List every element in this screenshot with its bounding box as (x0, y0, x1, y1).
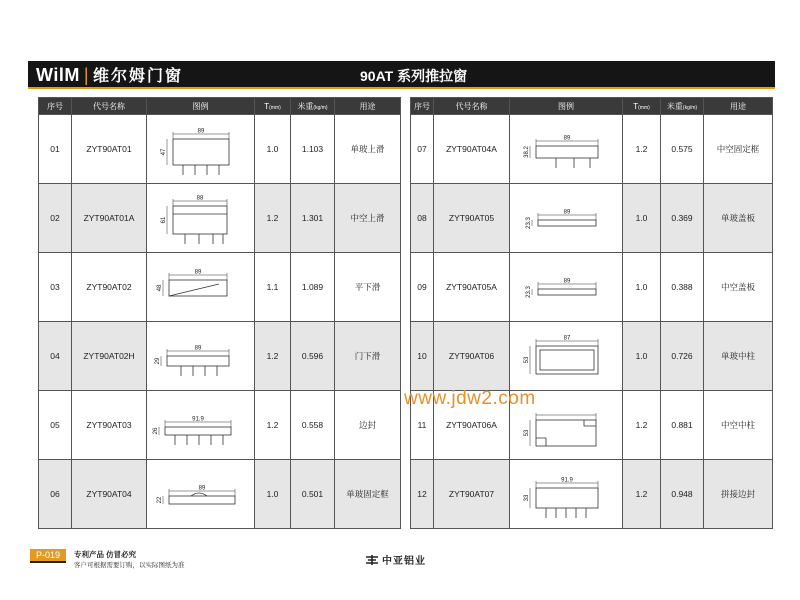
cell-usage: 中空盖板 (704, 253, 773, 322)
cell-weight: 0.388 (661, 253, 704, 322)
cell-figure (510, 115, 623, 184)
cell-seq: 08 (411, 184, 434, 253)
col-weight (661, 98, 704, 115)
col-code: 代号名称 (72, 98, 147, 115)
col-seq: 序号 (39, 98, 72, 115)
cell-code: ZYT90AT04 (72, 460, 147, 529)
brand-logo (36, 63, 183, 86)
col-thickness-label: T (264, 101, 270, 111)
profile-drawing (151, 187, 251, 249)
dimension-label-height: 61 (160, 216, 167, 224)
cell-weight: 0.596 (291, 322, 335, 391)
profile-outline (173, 139, 229, 165)
col-thickness-label: T (633, 101, 639, 111)
col-weight-label: 米重 (297, 101, 314, 111)
cell-code: ZYT90AT02H (72, 322, 147, 391)
cell-usage: 拼接边封 (704, 460, 773, 529)
brand-latin: WilM (36, 65, 80, 85)
page-title: 90AT 系列推拉窗 (360, 68, 468, 84)
cell-usage: 单玻固定框 (335, 460, 401, 529)
table-row (39, 460, 401, 529)
cell-figure (510, 460, 623, 529)
cell-thickness: 1.0 (623, 184, 661, 253)
cell-seq: 05 (39, 391, 72, 460)
profile-outline (536, 146, 598, 158)
cell-thickness: 1.2 (255, 184, 291, 253)
cell-figure (147, 460, 255, 529)
page-number-underline (30, 561, 66, 563)
profile-outline (167, 356, 229, 366)
cell-figure (510, 253, 623, 322)
cell-seq: 11 (411, 391, 434, 460)
profile-outline (538, 289, 596, 295)
cell-usage: 单玻盖板 (704, 184, 773, 253)
cell-weight: 1.089 (291, 253, 335, 322)
profile-drawing (151, 118, 251, 180)
cell-usage: 中空固定框 (704, 115, 773, 184)
dimension-label-width: 89 (563, 209, 571, 216)
profile-inner-chamber (540, 350, 594, 370)
table-header-row (411, 98, 773, 115)
dimension-label-height: 48 (156, 284, 163, 292)
col-code: 代号名称 (434, 98, 510, 115)
profile-outline (536, 420, 596, 446)
header-accent-line (28, 87, 775, 89)
table-row (39, 184, 401, 253)
col-thickness-unit: (mm) (638, 104, 650, 111)
col-usage: 用途 (335, 98, 401, 115)
profile-drawing (516, 325, 616, 387)
cell-seq: 06 (39, 460, 72, 529)
profile-outline (538, 220, 596, 226)
cell-figure (147, 391, 255, 460)
cell-code: ZYT90AT05 (434, 184, 510, 253)
cell-thickness: 1.0 (623, 322, 661, 391)
cell-figure (147, 322, 255, 391)
cell-seq: 02 (39, 184, 72, 253)
cell-weight: 0.558 (291, 391, 335, 460)
table-row (411, 115, 773, 184)
profile-table-right (410, 97, 773, 529)
cell-usage: 单玻中柱 (704, 322, 773, 391)
dimension-label-height: 23.3 (526, 217, 532, 229)
cell-code: ZYT90AT01 (72, 115, 147, 184)
table-row (411, 322, 773, 391)
cell-thickness: 1.2 (623, 460, 661, 529)
col-thickness (255, 98, 291, 115)
watermark-text: www.jdw2.com (404, 388, 536, 409)
cell-code: ZYT90AT03 (72, 391, 147, 460)
dimension-label-height: 53 (524, 429, 530, 437)
profile-outline (165, 427, 231, 435)
cell-code: ZYT90AT02 (72, 253, 147, 322)
table-row (411, 253, 773, 322)
col-weight-unit: (kg/m) (682, 104, 698, 111)
cell-figure (147, 115, 255, 184)
dimension-label-height: 22 (156, 496, 163, 504)
cell-thickness: 1.2 (623, 391, 661, 460)
footer-order-note: 客户可根据需要订购，以实际图纸为准 (74, 562, 185, 569)
table-row (39, 115, 401, 184)
cell-weight: 1.301 (291, 184, 335, 253)
profile-drawing (151, 256, 251, 318)
cell-seq: 03 (39, 253, 72, 322)
profile-outline (169, 496, 235, 504)
dimension-label-width: 89 (194, 345, 201, 352)
cell-code: ZYT90AT05A (434, 253, 510, 322)
cell-seq: 07 (411, 115, 434, 184)
col-thickness (623, 98, 661, 115)
cell-weight: 0.881 (661, 391, 704, 460)
dimension-label-height: 38.2 (524, 146, 530, 158)
cell-seq: 01 (39, 115, 72, 184)
cell-thickness: 1.2 (255, 391, 291, 460)
cell-thickness: 1.2 (255, 322, 291, 391)
brand-chinese: 维尔姆门窗 (93, 68, 184, 85)
cell-weight: 0.369 (661, 184, 704, 253)
cell-seq: 09 (411, 253, 434, 322)
company-mark-icon (365, 554, 379, 566)
dimension-label-width: 89 (194, 269, 201, 276)
cell-weight: 0.575 (661, 115, 704, 184)
cell-weight: 0.948 (661, 460, 704, 529)
col-weight-unit: (kg/m) (313, 104, 328, 111)
profile-drawing (516, 256, 616, 318)
cell-weight: 1.103 (291, 115, 335, 184)
cell-seq: 10 (411, 322, 434, 391)
cell-usage: 单玻上滑 (335, 115, 401, 184)
dimension-label-height: 23.3 (526, 286, 532, 298)
dimension-label-width: 89 (563, 135, 571, 142)
table-row (411, 184, 773, 253)
page-number: P-019 (30, 549, 66, 561)
cell-code: ZYT90AT07 (434, 460, 510, 529)
table-row (39, 322, 401, 391)
cell-seq: 12 (411, 460, 434, 529)
company-name: 中亚铝业 (382, 556, 426, 567)
col-weight-label: 米重 (666, 101, 683, 111)
dimension-label-width: 91.9 (191, 416, 204, 423)
dimension-label-width: 91.9 (561, 477, 573, 484)
cell-figure (147, 184, 255, 253)
profile-bump (191, 493, 207, 496)
col-weight (291, 98, 335, 115)
profile-notch (536, 438, 546, 446)
cell-thickness: 1.0 (255, 460, 291, 529)
table-header-row (39, 98, 401, 115)
footer-patent-note: 专利产品 仿冒必究 (74, 550, 137, 559)
dimension-label-width: 87 (563, 335, 571, 342)
dimension-label-width: 89 (197, 128, 204, 135)
cell-weight: 0.501 (291, 460, 335, 529)
profile-drawing (516, 463, 616, 525)
cell-figure (147, 253, 255, 322)
cell-code: ZYT90AT04A (434, 115, 510, 184)
col-figure: 图例 (147, 98, 255, 115)
profile-outline (173, 206, 227, 234)
table-row (39, 253, 401, 322)
cell-code: ZYT90AT06A (434, 391, 510, 460)
profile-drawing (151, 325, 251, 387)
cell-seq: 04 (39, 322, 72, 391)
col-thickness-unit: (mm) (269, 104, 281, 111)
dimension-label-height: 47 (160, 148, 167, 156)
cell-thickness: 1.0 (623, 253, 661, 322)
col-usage: 用途 (704, 98, 773, 115)
cell-usage: 门下滑 (335, 322, 401, 391)
dimension-label-height: 33 (524, 494, 530, 502)
profile-ramp (169, 284, 219, 296)
dimension-label-height: 26 (152, 427, 159, 435)
cell-weight: 0.726 (661, 322, 704, 391)
cell-code: ZYT90AT01A (72, 184, 147, 253)
profile-notch (584, 420, 596, 426)
dimension-label-width: 89 (563, 278, 571, 285)
cell-thickness: 1.0 (255, 115, 291, 184)
cell-thickness: 1.2 (623, 115, 661, 184)
brand-separator: | (83, 65, 90, 85)
profile-drawing (516, 118, 616, 180)
profile-drawing (516, 187, 616, 249)
dimension-label-height: 29 (154, 357, 161, 365)
cell-thickness: 1.1 (255, 253, 291, 322)
cell-figure (510, 184, 623, 253)
footer-company-logo (365, 552, 426, 567)
profile-outline (536, 488, 598, 508)
table-row (411, 460, 773, 529)
profile-table-left (38, 97, 401, 529)
profile-drawing (151, 463, 251, 525)
cell-usage: 平下滑 (335, 253, 401, 322)
dimension-label-height: 53 (524, 356, 530, 364)
dimension-label-width: 88 (196, 195, 203, 202)
col-figure: 图例 (510, 98, 623, 115)
table-row (39, 391, 401, 460)
cell-usage: 中空上滑 (335, 184, 401, 253)
cell-figure (510, 322, 623, 391)
cell-usage: 中空中柱 (704, 391, 773, 460)
profile-drawing (151, 394, 251, 456)
cell-code: ZYT90AT06 (434, 322, 510, 391)
dimension-label-width: 89 (198, 485, 205, 492)
col-seq: 序号 (411, 98, 434, 115)
cell-usage: 边封 (335, 391, 401, 460)
